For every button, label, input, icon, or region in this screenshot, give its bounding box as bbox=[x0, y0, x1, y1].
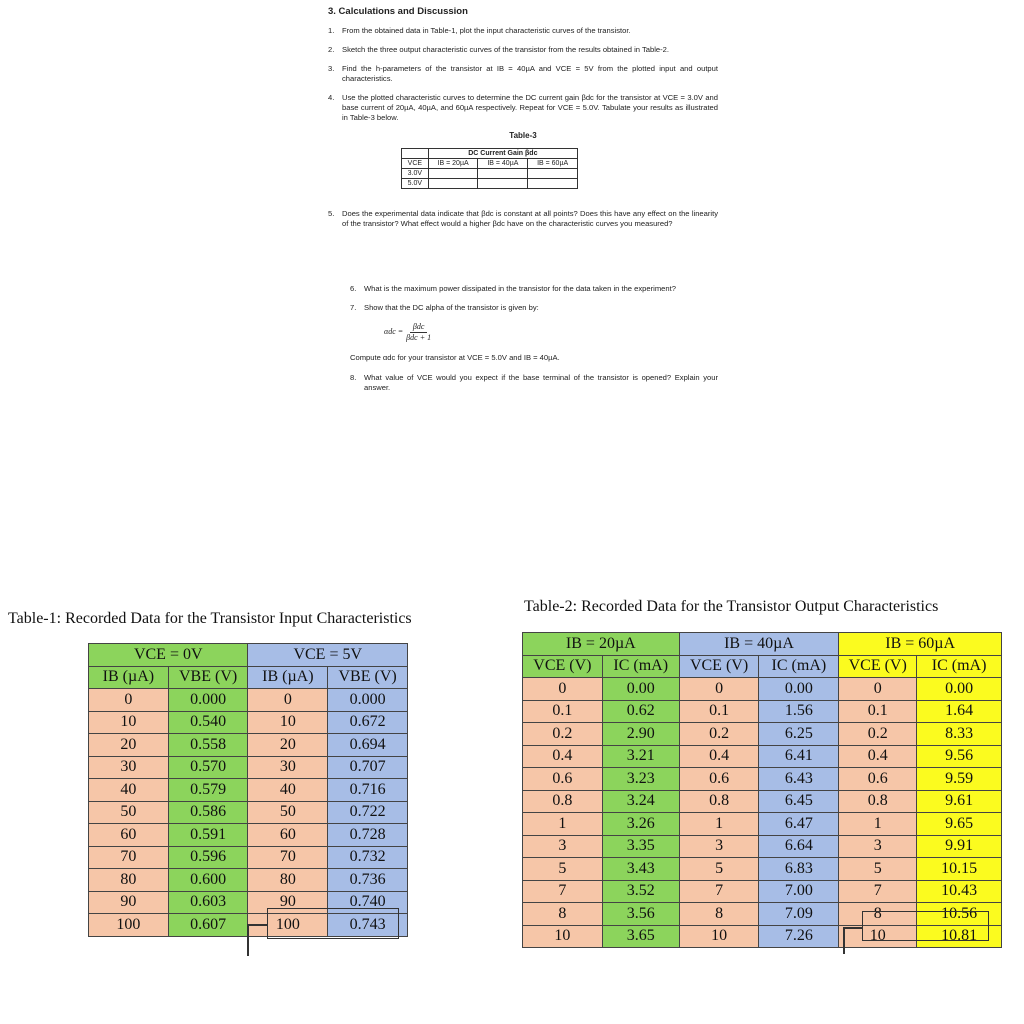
table2-row bbox=[523, 880, 1002, 903]
table2-col-vce: VCE (V) bbox=[523, 655, 603, 678]
table1-cell: 30 bbox=[89, 756, 169, 779]
table2-cell: 3 bbox=[839, 835, 917, 858]
table2-cell: 8 bbox=[679, 903, 759, 926]
table1-cell: 40 bbox=[89, 779, 169, 802]
table1-cell: 50 bbox=[89, 801, 169, 824]
alpha-formula bbox=[384, 322, 718, 344]
table1-cell: 0.743 bbox=[328, 914, 408, 937]
table2-row bbox=[523, 790, 1002, 813]
table2-leader-vertical bbox=[843, 927, 845, 954]
table3-col: IB = 40µA bbox=[478, 158, 528, 168]
table1-cell: 0.540 bbox=[168, 711, 248, 734]
table1-cell: 0.694 bbox=[328, 734, 408, 757]
table1-group-vce5: VCE = 5V bbox=[248, 644, 408, 667]
question-7: 7. Show that the DC alpha of the transistor is given by: bbox=[350, 302, 539, 312]
table1-cell: 90 bbox=[89, 891, 169, 914]
table1-col-vbe: VBE (V) bbox=[328, 666, 408, 689]
table2-cell: 10.43 bbox=[917, 880, 1002, 903]
section-heading: 3. Calculations and Discussion bbox=[328, 6, 468, 17]
table3-title: DC Current Gain βdc bbox=[428, 148, 577, 158]
table3-col: IB = 60µA bbox=[528, 158, 578, 168]
table3-cell bbox=[428, 168, 478, 178]
table2-row bbox=[523, 723, 1002, 746]
table2-col-vce: VCE (V) bbox=[679, 655, 759, 678]
table2-row bbox=[523, 813, 1002, 836]
table2-cell: 0.6 bbox=[523, 768, 603, 791]
table1-cell: 0.707 bbox=[328, 756, 408, 779]
table2-cell: 0.00 bbox=[917, 678, 1002, 701]
table2-cell: 0.4 bbox=[679, 745, 759, 768]
table2-cell: 0.6 bbox=[679, 768, 759, 791]
table1-cell: 60 bbox=[89, 824, 169, 847]
table1-cell: 40 bbox=[248, 779, 328, 802]
table2-row bbox=[523, 678, 1002, 701]
table3-blank bbox=[402, 148, 429, 158]
table2-cell: 1 bbox=[523, 813, 603, 836]
table2-cell: 9.59 bbox=[917, 768, 1002, 791]
table2-col-ic: IC (mA) bbox=[602, 655, 679, 678]
table1-row bbox=[89, 801, 408, 824]
table3-cell bbox=[428, 179, 478, 189]
table1-col-ib: IB (µA) bbox=[248, 666, 328, 689]
table2-cell: 10.56 bbox=[917, 903, 1002, 926]
table1-row bbox=[89, 689, 408, 712]
table1-cell: 30 bbox=[248, 756, 328, 779]
table2-group-ib60: IB = 60µA bbox=[839, 633, 1002, 656]
table2-cell: 7 bbox=[523, 880, 603, 903]
table1-leader-vertical bbox=[247, 924, 249, 956]
table1-cell: 0.586 bbox=[168, 801, 248, 824]
table1-cell: 0.596 bbox=[168, 846, 248, 869]
table2-cell: 6.25 bbox=[759, 723, 839, 746]
table3-cell bbox=[478, 168, 528, 178]
table2-row bbox=[523, 700, 1002, 723]
table3-cell bbox=[528, 179, 578, 189]
table2-cell: 5 bbox=[839, 858, 917, 881]
table2-cell: 0 bbox=[523, 678, 603, 701]
calculations-section bbox=[328, 6, 718, 402]
table1-row bbox=[89, 734, 408, 757]
table2-cell: 7.09 bbox=[759, 903, 839, 926]
table3-corner: VCE bbox=[402, 158, 429, 168]
table1-row bbox=[89, 756, 408, 779]
table1-caption: Table-1: Recorded Data for the Transistor Input Characteristics bbox=[8, 610, 412, 627]
table1-cell: 0.607 bbox=[168, 914, 248, 937]
table1-cell: 0.672 bbox=[328, 711, 408, 734]
question-8: 8. What value of VCE would you expect if the base terminal of the transistor is opened? Explain your answer. bbox=[350, 373, 718, 393]
table2-cell: 8 bbox=[839, 903, 917, 926]
table2-cell: 9.91 bbox=[917, 835, 1002, 858]
table1-cell: 0.579 bbox=[168, 779, 248, 802]
table2-cell: 6.64 bbox=[759, 835, 839, 858]
table2-cell: 0.2 bbox=[679, 723, 759, 746]
table1-cell: 20 bbox=[89, 734, 169, 757]
table3-row-label: 3.0V bbox=[402, 168, 429, 178]
table1-highlight-box bbox=[267, 908, 399, 939]
table2-cell: 1.56 bbox=[759, 700, 839, 723]
table2-group-ib20: IB = 20µA bbox=[523, 633, 680, 656]
table1-cell: 100 bbox=[248, 914, 328, 937]
table2-row bbox=[523, 768, 1002, 791]
formula-lhs: αdc = bbox=[384, 327, 404, 337]
table3-row-label: 5.0V bbox=[402, 179, 429, 189]
table2-cell: 6.83 bbox=[759, 858, 839, 881]
table1-col-vbe: VBE (V) bbox=[168, 666, 248, 689]
table1-row bbox=[89, 711, 408, 734]
question-1: 1. From the obtained data in Table-1, plot the input characteristic curves of the transistor. bbox=[328, 26, 631, 36]
table1-cell: 0.600 bbox=[168, 869, 248, 892]
table1-cell: 0 bbox=[248, 689, 328, 712]
table2-cell: 3.43 bbox=[602, 858, 679, 881]
table1-cell: 80 bbox=[89, 869, 169, 892]
table1-cell: 70 bbox=[89, 846, 169, 869]
table2-cell: 10 bbox=[679, 925, 759, 948]
table2-cell: 7 bbox=[679, 880, 759, 903]
table2-caption: Table-2: Recorded Data for the Transistor Output Characteristics bbox=[524, 598, 939, 615]
table2-cell: 3.35 bbox=[602, 835, 679, 858]
table1-row bbox=[89, 824, 408, 847]
table1-group-vce0: VCE = 0V bbox=[89, 644, 248, 667]
table2-cell: 3.56 bbox=[602, 903, 679, 926]
table1-cell: 0.591 bbox=[168, 824, 248, 847]
table3-col: IB = 20µA bbox=[428, 158, 478, 168]
formula-denominator: βdc + 1 bbox=[406, 332, 432, 342]
table1-cell: 0.722 bbox=[328, 801, 408, 824]
table2 bbox=[522, 632, 1002, 948]
table2-cell: 10.81 bbox=[917, 925, 1002, 948]
table1-cell: 0.603 bbox=[168, 891, 248, 914]
table2-col-ic: IC (mA) bbox=[759, 655, 839, 678]
table1-row bbox=[89, 869, 408, 892]
table1-cell: 0.728 bbox=[328, 824, 408, 847]
table2-cell: 7.26 bbox=[759, 925, 839, 948]
table2-cell: 10 bbox=[839, 925, 917, 948]
table1-cell: 0.736 bbox=[328, 869, 408, 892]
table2-cell: 1 bbox=[679, 813, 759, 836]
table2-cell: 0.00 bbox=[602, 678, 679, 701]
table1-cell: 80 bbox=[248, 869, 328, 892]
table2-cell: 0.2 bbox=[523, 723, 603, 746]
table2-cell: 6.41 bbox=[759, 745, 839, 768]
formula-numerator: βdc bbox=[410, 322, 428, 333]
question-4: 4. Use the plotted characteristic curves to determine the DC current gain βdc for the transistor at VCE = 3.0V and base current of 20µA, 40µA, and 60µA respectively. Repeat for VCE = 5.0V. Tabulate your results as illustrated in Table-3 below. bbox=[328, 92, 718, 122]
table1-cell: 0.000 bbox=[168, 689, 248, 712]
table2-cell: 6.43 bbox=[759, 768, 839, 791]
table2-cell: 1.64 bbox=[917, 700, 1002, 723]
table2-cell: 3.52 bbox=[602, 880, 679, 903]
table2-cell: 3.21 bbox=[602, 745, 679, 768]
table2-cell: 9.56 bbox=[917, 745, 1002, 768]
table2-cell: 3.26 bbox=[602, 813, 679, 836]
table2-cell: 3 bbox=[523, 835, 603, 858]
table1-cell: 10 bbox=[89, 711, 169, 734]
table2-cell: 0.2 bbox=[839, 723, 917, 746]
table2-cell: 9.61 bbox=[917, 790, 1002, 813]
compute-line: Compute αdc for your transistor at VCE = 5.0V and IB = 40µA. bbox=[350, 353, 560, 363]
table1-leader-horizontal bbox=[247, 924, 267, 926]
table2-cell: 10.15 bbox=[917, 858, 1002, 881]
table1-col-ib: IB (µA) bbox=[89, 666, 169, 689]
table2-cell: 1 bbox=[839, 813, 917, 836]
table2-cell: 10 bbox=[523, 925, 603, 948]
table2-row bbox=[523, 745, 1002, 768]
table2-leader-horizontal bbox=[843, 927, 862, 929]
table1-row bbox=[89, 846, 408, 869]
table3-caption: Table-3 bbox=[509, 131, 537, 141]
table1-cell: 70 bbox=[248, 846, 328, 869]
table2-cell: 3.65 bbox=[602, 925, 679, 948]
table1-cell: 20 bbox=[248, 734, 328, 757]
table1-cell: 10 bbox=[248, 711, 328, 734]
table2-cell: 7 bbox=[839, 880, 917, 903]
table2-cell: 5 bbox=[523, 858, 603, 881]
table2-cell: 0 bbox=[679, 678, 759, 701]
table2-cell: 3 bbox=[679, 835, 759, 858]
formula-fraction bbox=[406, 322, 431, 344]
table2-row bbox=[523, 858, 1002, 881]
table2-col-vce: VCE (V) bbox=[839, 655, 917, 678]
table2-cell: 2.90 bbox=[602, 723, 679, 746]
question-6: 6. What is the maximum power dissipated in the transistor for the data taken in the experiment? bbox=[350, 283, 676, 293]
question-2: 2. Sketch the three output characteristic curves of the transistor from the results obtained in Table-2. bbox=[328, 45, 669, 55]
table2-cell: 9.65 bbox=[917, 813, 1002, 836]
table1-cell: 0.570 bbox=[168, 756, 248, 779]
table2-cell: 0.1 bbox=[839, 700, 917, 723]
table2-cell: 0.4 bbox=[839, 745, 917, 768]
table2-cell: 0 bbox=[839, 678, 917, 701]
question-5: 5. Does the experimental data indicate that βdc is constant at all points? Does this have any effect on the linearity of the transistor? What effect would a higher βdc have on the characteristic curves you measured? bbox=[328, 209, 718, 228]
table2-cell: 6.47 bbox=[759, 813, 839, 836]
table1-cell: 0.732 bbox=[328, 846, 408, 869]
table1-cell: 60 bbox=[248, 824, 328, 847]
table2-cell: 3.24 bbox=[602, 790, 679, 813]
table2-cell: 8.33 bbox=[917, 723, 1002, 746]
table1-cell: 0 bbox=[89, 689, 169, 712]
table2-cell: 7.00 bbox=[759, 880, 839, 903]
table2-cell: 0.8 bbox=[679, 790, 759, 813]
table2-group-ib40: IB = 40µA bbox=[679, 633, 839, 656]
table2-cell: 6.45 bbox=[759, 790, 839, 813]
question-3: 3. Find the h-parameters of the transistor at IB = 40µA and VCE = 5V from the plotted input and output characteristics. bbox=[328, 64, 718, 83]
table2-cell: 0.6 bbox=[839, 768, 917, 791]
table1-row bbox=[89, 779, 408, 802]
table1-cell: 90 bbox=[248, 891, 328, 914]
table2-cell: 0.00 bbox=[759, 678, 839, 701]
table1-cell: 0.558 bbox=[168, 734, 248, 757]
table2-cell: 0.1 bbox=[679, 700, 759, 723]
table1-cell: 0.740 bbox=[328, 891, 408, 914]
table1-cell: 100 bbox=[89, 914, 169, 937]
table3-cell bbox=[528, 168, 578, 178]
table1 bbox=[88, 643, 408, 937]
table2-cell: 0.8 bbox=[523, 790, 603, 813]
table2-cell: 0.1 bbox=[523, 700, 603, 723]
table3 bbox=[401, 148, 578, 189]
table2-cell: 0.4 bbox=[523, 745, 603, 768]
table2-row bbox=[523, 835, 1002, 858]
table1-cell: 0.716 bbox=[328, 779, 408, 802]
table2-highlight-box bbox=[862, 911, 989, 941]
table2-cell: 0.62 bbox=[602, 700, 679, 723]
table2-cell: 8 bbox=[523, 903, 603, 926]
table1-cell: 0.000 bbox=[328, 689, 408, 712]
table2-cell: 3.23 bbox=[602, 768, 679, 791]
table3-cell bbox=[478, 179, 528, 189]
table2-cell: 5 bbox=[679, 858, 759, 881]
table2-col-ic: IC (mA) bbox=[917, 655, 1002, 678]
table2-cell: 0.8 bbox=[839, 790, 917, 813]
table1-cell: 50 bbox=[248, 801, 328, 824]
